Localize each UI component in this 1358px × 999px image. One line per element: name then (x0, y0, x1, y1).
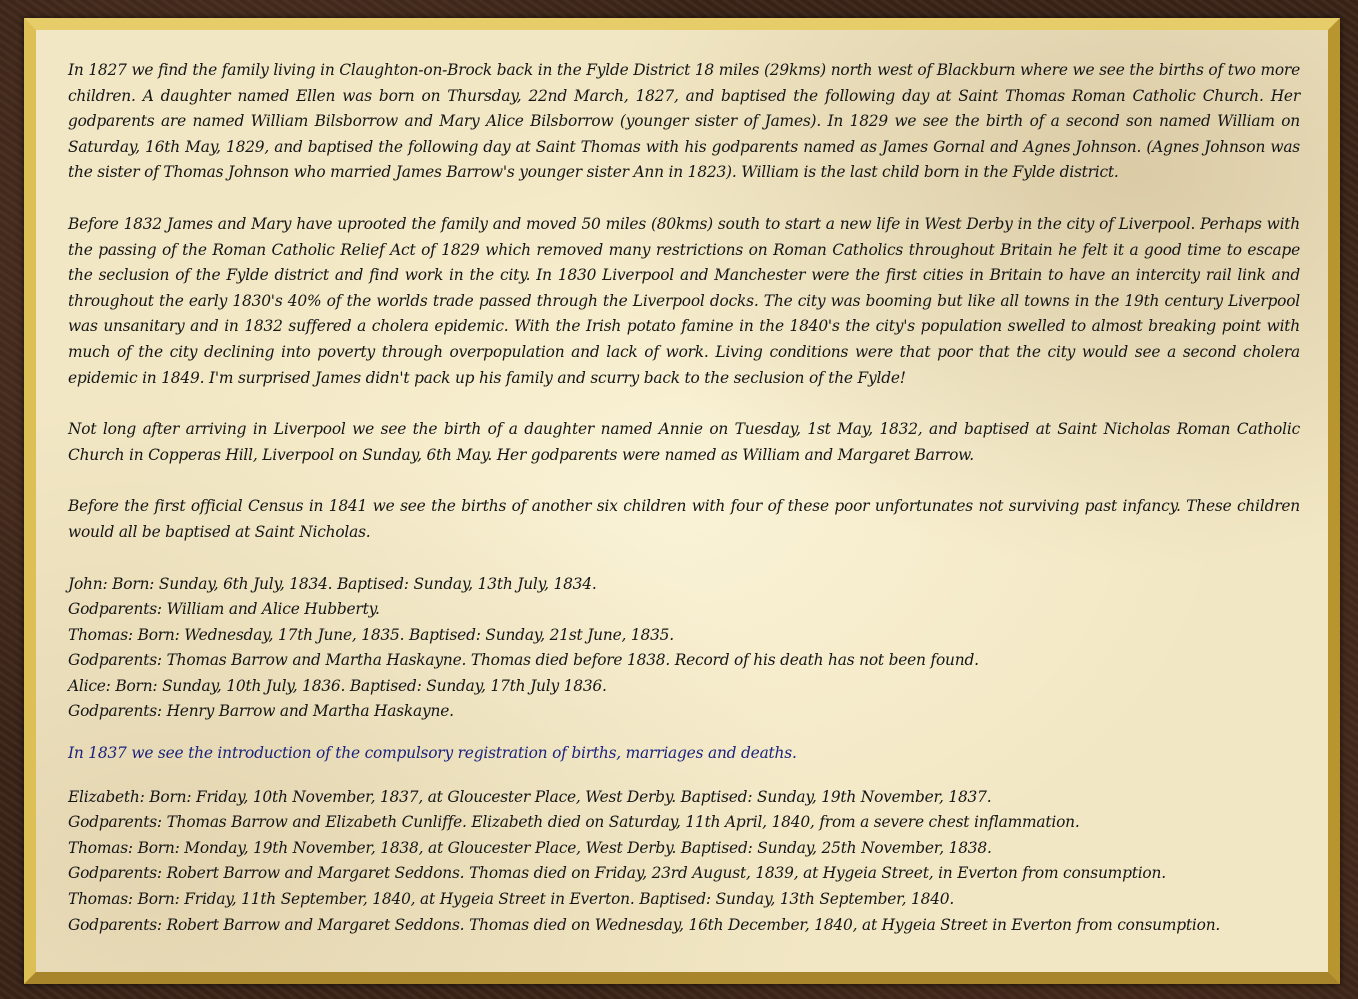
paragraph-liverpool-move: Before 1832 James and Mary have uprooted the family and moved 50 miles (80kms) south to start a new life in West Derby in the city of Liverpool. Perhaps with the passing of the Roman Catholic Relief Act of 1829 which removed many restrictions on Roman Catholics throughout Britain he felt it a good time to escape the seclusion of the Fylde district and find work in the city. In 1830 Liverpool and Manchester were the first cities in Britain to have an intercity rail link and throughout the early 1830's 40% of the worlds trade passed through the Liverpool docks. The city was booming but like all towns in the 19th century Liverpool was unsanitary and in 1832 suffered a cholera epidemic. With the Irish potato famine in the 1840's the city's population swelled to almost breaking point with much of the city declining into poverty through overpopulation and lack of work. Living conditions were that poor that the city would see a second cholera epidemic in 1849. I'm surprised James didn't pack up his family and scurry back to the seclusion of the Fylde! (68, 214, 1300, 387)
list-item: Elizabeth: Born: Friday, 10th November, 1837, at Gloucester Place, West Derby. Baptised: Sunday, 19th November, 1837. (68, 787, 992, 806)
list-item: Godparents: Robert Barrow and Margaret Seddons. Thomas died on Wednesday, 16th December, 1840, at Hygeia Street in Everton from consumption. (68, 915, 1221, 934)
list-item: Thomas: Born: Wednesday, 17th June, 1835. Baptised: Sunday, 21st June, 1835. (68, 625, 674, 644)
children-list-2 (68, 785, 1300, 939)
list-item: Godparents: Henry Barrow and Martha Haskayne. (68, 702, 454, 721)
children-list-1 (68, 572, 1300, 726)
list-item: Godparents: Thomas Barrow and Elizabeth Cunliffe. Elizabeth died on Saturday, 11th April, 1840, from a severe chest inflammation. (68, 813, 1080, 832)
paragraph-claughton: In 1827 we find the family living in Claughton-on-Brock back in the Fylde District 18 miles (29kms) north west of Blackburn where we see the births of two more children. A daughter named Ellen was born on Thursday, 22nd March, 1827, and baptised the following day at Saint Thomas Roman Catholic Church. Her godparents are named William Bilsborrow and Mary Alice Bilsborrow (younger sister of James). In 1829 we see the birth of a second son named William on Saturday, 16th May, 1829, and baptised the following day at Saint Thomas with his godparents named as James Gornal and Agnes Johnson. (Agnes Johnson was the sister of Thomas Johnson who married James Barrow's younger sister Ann in 1823). William is the last child born in the Fylde district. (68, 61, 1300, 182)
gold-frame (24, 18, 1340, 984)
list-item: Alice: Born: Sunday, 10th July, 1836. Baptised: Sunday, 17th July 1836. (68, 676, 607, 695)
list-item: Godparents: William and Alice Hubberty. (68, 600, 380, 619)
registration-note: In 1837 we see the introduction of the compulsory registration of births, marriages and deaths. (68, 744, 797, 763)
paragraph-six-children: Before the first official Census in 1841 we see the births of another six children with four of these poor unfortunates not surviving past infancy. These children would all be baptised at Saint Nicholas. (68, 497, 1300, 541)
list-item: John: Born: Sunday, 6th July, 1834. Baptised: Sunday, 13th July, 1834. (68, 574, 597, 593)
list-item: Godparents: Thomas Barrow and Martha Haskayne. Thomas died before 1838. Record of his death has not been found. (68, 651, 979, 670)
paragraph-annie-birth: Not long after arriving in Liverpool we see the birth of a daughter named Annie on Tuesday, 1st May, 1832, and baptised at Saint Nicholas Roman Catholic Church in Copperas Hill, Liverpool on Sunday, 6th May. Her godparents were named as William and Margaret Barrow. (68, 420, 1300, 464)
list-item: Godparents: Robert Barrow and Margaret Seddons. Thomas died on Friday, 23rd August, 1839, at Hygeia Street, in Everton from consumption. (68, 864, 1166, 883)
list-item: Thomas: Born: Monday, 19th November, 1838, at Gloucester Place, West Derby. Baptised: Sunday, 25th November, 1838. (68, 838, 992, 857)
parchment-background (36, 30, 1328, 972)
article-content (68, 58, 1300, 938)
list-item: Thomas: Born: Friday, 11th September, 1840, at Hygeia Street in Everton. Baptised: Sunday, 13th September, 1840. (68, 890, 955, 909)
